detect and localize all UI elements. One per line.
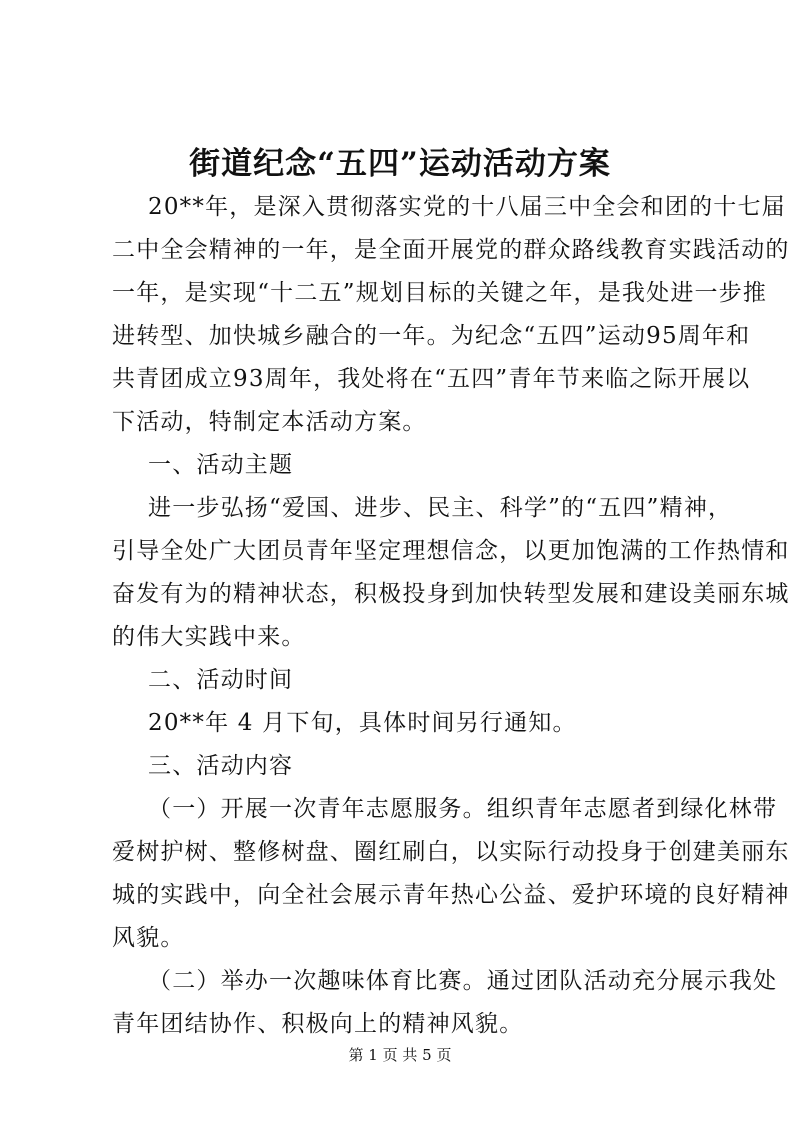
paragraph-line: 引导全处广大团员青年坚定理想信念，以更加饱满的工作热情和 bbox=[112, 538, 790, 564]
paragraph-line: 共青团成立93周年，我处将在“五四”青年节来临之际开展以 bbox=[112, 366, 751, 392]
section-heading: 三、活动内容 bbox=[148, 753, 294, 779]
section-heading: 二、活动时间 bbox=[148, 667, 294, 693]
paragraph-line: 二中全会精神的一年，是全面开展党的群众路线教育实践活动的 bbox=[112, 237, 790, 263]
section-heading: 一、活动主题 bbox=[148, 452, 294, 478]
paragraph-line: 奋发有为的精神状态，积极投身到加快转型发展和建设美丽东城 bbox=[112, 581, 790, 607]
paragraph-line: （二）举办一次趣味体育比赛。通过团队活动充分展示我处 bbox=[148, 968, 778, 994]
paragraph-line: 一年，是实现“十二五”规划目标的关键之年，是我处进一步推 bbox=[112, 280, 768, 306]
paragraph-line: 20**年，是深入贯彻落实党的十八届三中全会和团的十七届 bbox=[148, 194, 786, 220]
paragraph-line: 的伟大实践中来。 bbox=[112, 624, 306, 650]
paragraph-line: 20**年 4 月下旬，具体时间另行通知。 bbox=[148, 710, 577, 736]
document-title: 街道纪念“五四”运动活动方案 bbox=[189, 146, 611, 182]
paragraph-line: 风貌。 bbox=[112, 925, 185, 951]
page-footer: 第 1 页 共 5 页 bbox=[348, 1046, 452, 1064]
paragraph-line: 城的实践中，向全社会展示青年热心公益、爱护环境的良好精神 bbox=[112, 882, 790, 908]
paragraph-line: 进转型、加快城乡融合的一年。为纪念“五四”运动95周年和 bbox=[112, 323, 751, 349]
paragraph-line: 青年团结协作、积极向上的精神风貌。 bbox=[112, 1011, 524, 1037]
paragraph-line: 进一步弘扬“爱国、进步、民主、科学”的“五四”精神， bbox=[148, 495, 733, 521]
paragraph-line: 下活动，特制定本活动方案。 bbox=[112, 409, 427, 435]
paragraph-line: （一）开展一次青年志愿服务。组织青年志愿者到绿化林带 bbox=[148, 796, 778, 822]
paragraph-line: 爱树护树、整修树盘、圈红刷白，以实际行动投身于创建美丽东 bbox=[112, 839, 790, 865]
